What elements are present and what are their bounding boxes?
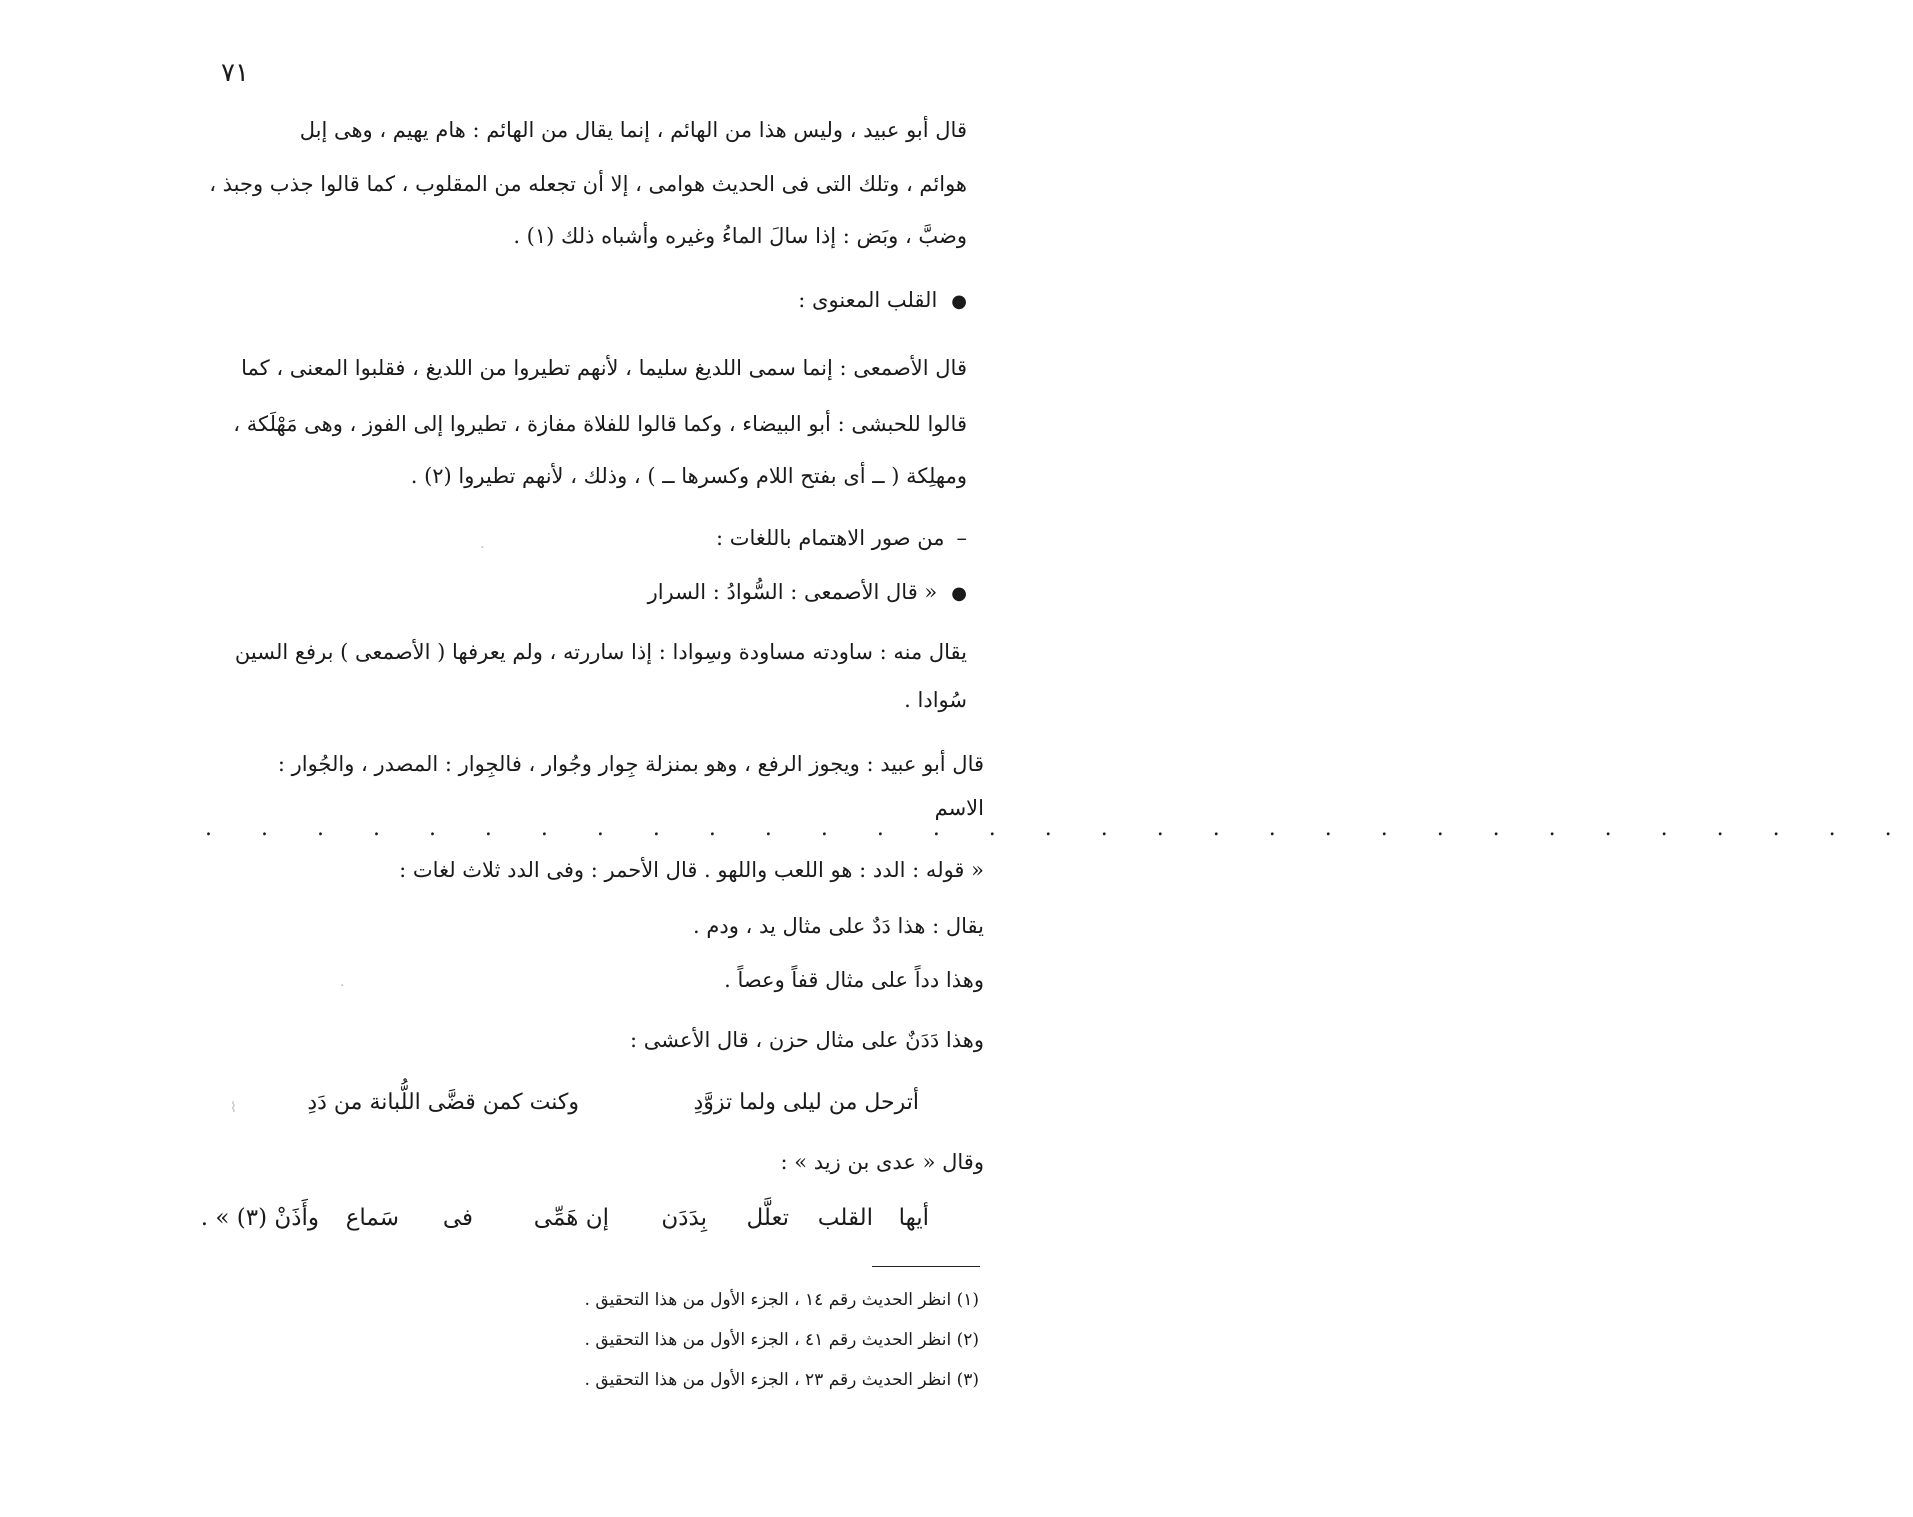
paragraph-3-line-1: يقال منه : ساودته مساودة وسِوادا : إذا ساررته ، ولم يعرفها ( الأصمعى ) برفع السين — [234, 640, 967, 664]
footnote-1: (١) انظر الحديث رقم ١٤ ، الجزء الأول من هذا التحقيق . — [584, 1290, 979, 1310]
verse-2-word: فى — [442, 1205, 473, 1231]
bullet-icon: ● — [951, 583, 967, 604]
footnote-3: (٣) انظر الحديث رقم ٢٣ ، الجزء الأول من هذا التحقيق . — [584, 1370, 979, 1390]
page-number: ٧١ — [221, 58, 249, 88]
heading-sawad — [648, 578, 967, 607]
footnote-2: (٢) انظر الحديث رقم ٤١ ، الجزء الأول من هذا التحقيق . — [584, 1330, 979, 1350]
paragraph-1-line-2: هوائم ، وتلك التى فى الحديث هوامى ، إلا أن تجعله من المقلوب ، كما قالوا جذب وجبذ ، — [209, 172, 967, 196]
paragraph-1-line-3: وضبَّ ، وبَض : إذا سالَ الماءُ وغيره وأشباه ذلك (١) . — [513, 224, 967, 248]
heading-text: من صور الاهتمام باللغات : — [716, 526, 945, 550]
verse-2-word: بِدَدَن — [661, 1205, 707, 1231]
heading-semantic-inversion — [798, 286, 967, 315]
bullet-icon: ● — [951, 291, 967, 312]
verse-2-word: سَماع — [345, 1205, 399, 1231]
heading-dialects — [716, 524, 967, 553]
verse-2-word: وأَذَنْ (٣) » . — [200, 1205, 319, 1231]
verse-1-first-hemistich: أترحل من ليلى ولما تزوَّدِ — [693, 1090, 919, 1115]
paragraph-9: وقال « عدى بن زيد » : — [780, 1150, 984, 1174]
paragraph-6: يقال : هذا دَدٌ على مثال يد ، ودم . — [693, 914, 984, 938]
verse-2-word: إن هَمِّى — [533, 1205, 609, 1231]
paragraph-2-line-2: قالوا للحبشى : أبو البيضاء ، وكما قالوا للفلاة مفازة ، تطيروا إلى الفوز ، وهى مَهْلَكة ، — [233, 412, 967, 436]
paragraph-5: « قوله : الدد : هو اللعب واللهو . قال الأحمر : وفى الدد ثلاث لغات : — [399, 858, 984, 882]
verse-2-word: أيها — [898, 1205, 929, 1231]
scan-speck: · — [480, 540, 485, 556]
heading-text: « قال الأصمعى : السُّوادُ : السرار — [647, 580, 938, 604]
verse-2-word: تعلَّل — [746, 1205, 789, 1231]
heading-text: القلب المعنوى : — [798, 288, 938, 312]
paragraph-8: وهذا دَدَنٌ على مثال حزن ، قال الأعشى : — [630, 1028, 984, 1052]
verse-2-word: القلب — [817, 1205, 873, 1231]
paragraph-4-line-1: قال أبو عبيد : ويجوز الرفع ، وهو بمنزلة جِوار وجُوار ، فالجِوار : المصدر ، والجُوار : — [277, 752, 984, 776]
verse-1-second-hemistich: وكنت كمن قضَّى اللُّبانة من دَدِ — [307, 1090, 579, 1115]
paragraph-2-line-3: ومهلِكة ( ــ أى بفتح اللام وكسرها ــ ) ، وذلك ، لأنهم تطيروا (٢) . — [410, 464, 967, 488]
paragraph-1-line-1: قال أبو عبيد ، وليس هذا من الهائم ، إنما يقال من الهائم : هام يهيم ، وهى إبل — [299, 118, 967, 142]
paragraph-2-line-1: قال الأصمعى : إنما سمى اللديغ سليما ، لأنهم تطيروا من اللديغ ، فقلبوا المعنى ، كما — [241, 356, 967, 380]
scan-speck: ⌇ — [230, 1100, 237, 1116]
scan-speck: · — [340, 978, 345, 994]
paragraph-3-line-2: سُوادا . — [904, 688, 967, 712]
footnote-separator — [872, 1266, 980, 1267]
dash-icon: – — [956, 526, 967, 550]
paragraph-7: وهذا دداً على مثال قفاً وعصاً . — [724, 968, 984, 992]
paragraph-4-line-2: الاسم — [934, 796, 984, 820]
ellipsis-dots: . . . . . . . . . . . . . . . . . . . . . . . . . . . . . . . — [205, 816, 1913, 841]
